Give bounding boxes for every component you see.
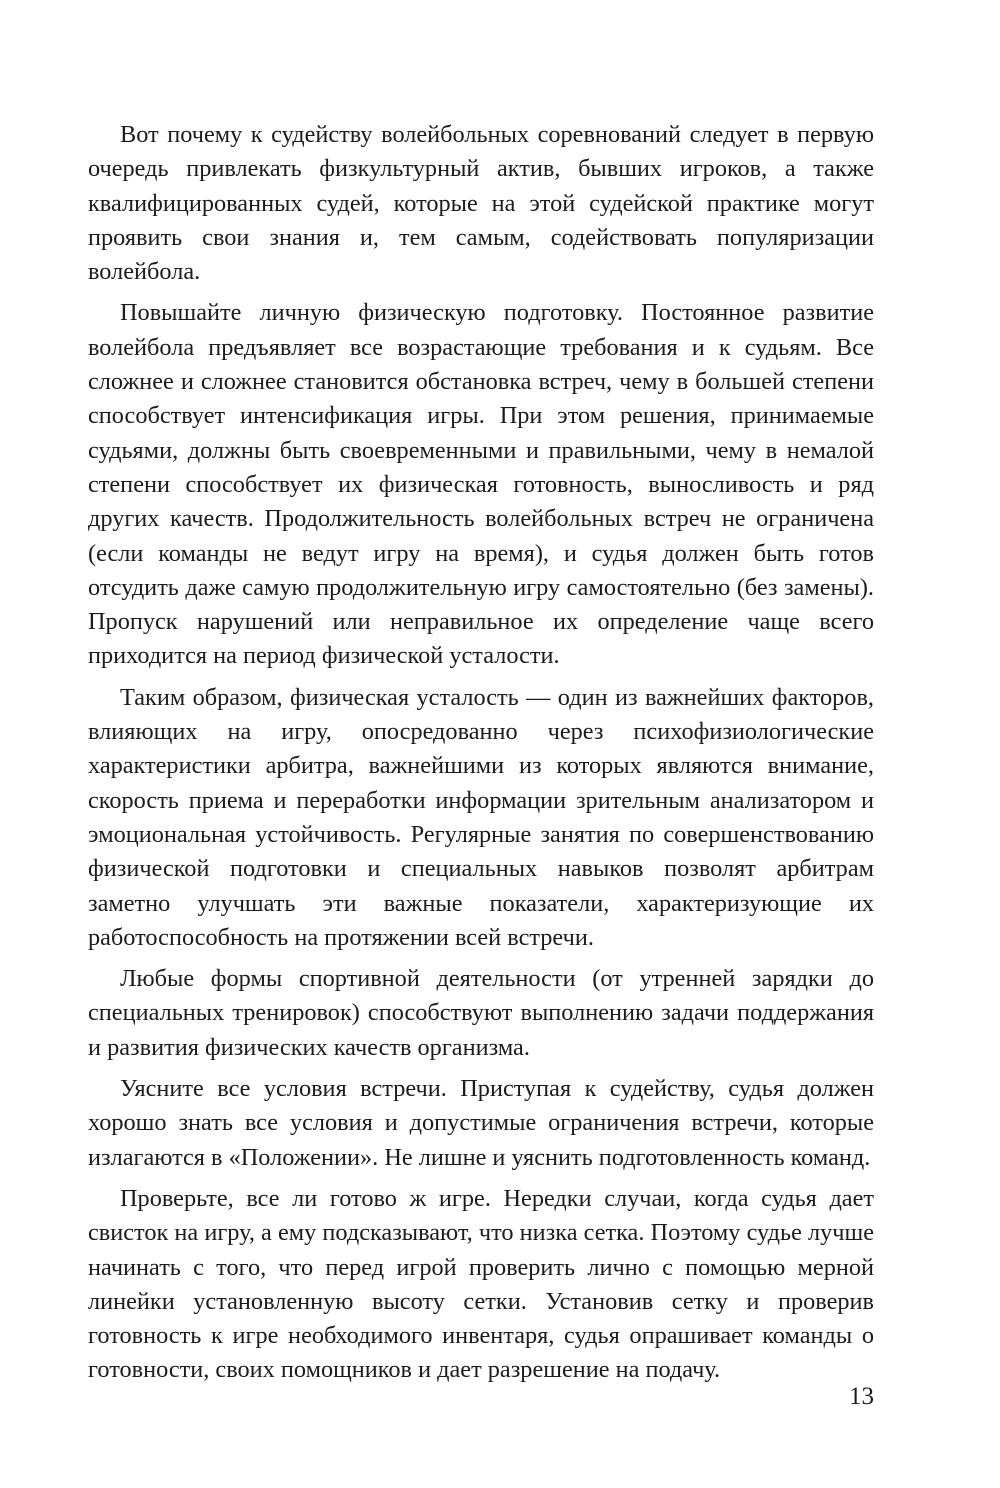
paragraph-referee-selection: Вот почему к судейству волейбольных соревнований следует в первую очередь привлекать физкультурный актив, бывших игроков, а также квалифицированных судей, которые на этой судейской практике могут проявить свои знания и, тем самым, содействовать популяризации волейбола.	[88, 121, 874, 286]
body-text	[88, 118, 874, 1395]
paragraph-physical-training: Повышайте личную физическую подготовку. Постоянное развитие волейбола предъявляет все возрастающие требования и к судьям. Все сложнее и сложнее становится обстановка встреч, чему в большей степени способствует интенсификация игры. При этом решения, принимаемые судьями, должны быть своевременными и правильными, чему в немалой степени способствует их физическая готовность, выносливость и ряд других качеств. Продолжительность волейбольных встреч не ограничена (если команды не ведут игру на время), и судья должен быть готов отсудить даже самую продолжительную игру самостоятельно (без замены). Пропуск нарушений или неправильное их определение чаще всего приходится на период физической усталости.	[88, 299, 874, 670]
paragraph-sports-activity: Любые формы спортивной деятельности (от утренней зарядки до специальных тренировок) способствуют выполнению задачи поддержания и развития физических качеств организма.	[88, 965, 874, 1061]
paragraph-game-readiness: Проверьте, все ли готово ж игре. Нередки случаи, когда судья дает свисток на игру, а ему подсказывают, что низка сетка. Поэтому судье лучше начинать с того, что перед игрой проверить лично с помощью мерной линейки установленную высоту сетки. Установив сетку и проверив готовность к игре необходимого инвентаря, судья опрашивает команды о готовности, своих помощников и дает разрешение на подачу.	[88, 1184, 874, 1384]
paragraph-physical-fatigue: Таким образом, физическая усталость — один из важнейших факторов, влияющих на игру, опосредованно через психофизиологические характеристики арбитра, важнейшими из которых являются внимание, скорость приема и переработки информации зрительным анализатором и эмоциональная устойчивость. Регулярные занятия по совершенствованию физической подготовки и специальных навыков позволят арбитрам заметно улучшать эти важные показатели, характеризующие их работоспособность на протяжении всей встречи.	[88, 683, 874, 951]
paragraph-match-conditions: Уясните все условия встречи. Приступая к судейству, судья должен хорошо знать все условия и допустимые ограничения встречи, которые излагаются в «Положении». Не лишне и уяснить подготовленность команд.	[88, 1075, 874, 1171]
page-number: 13	[849, 1383, 874, 1410]
